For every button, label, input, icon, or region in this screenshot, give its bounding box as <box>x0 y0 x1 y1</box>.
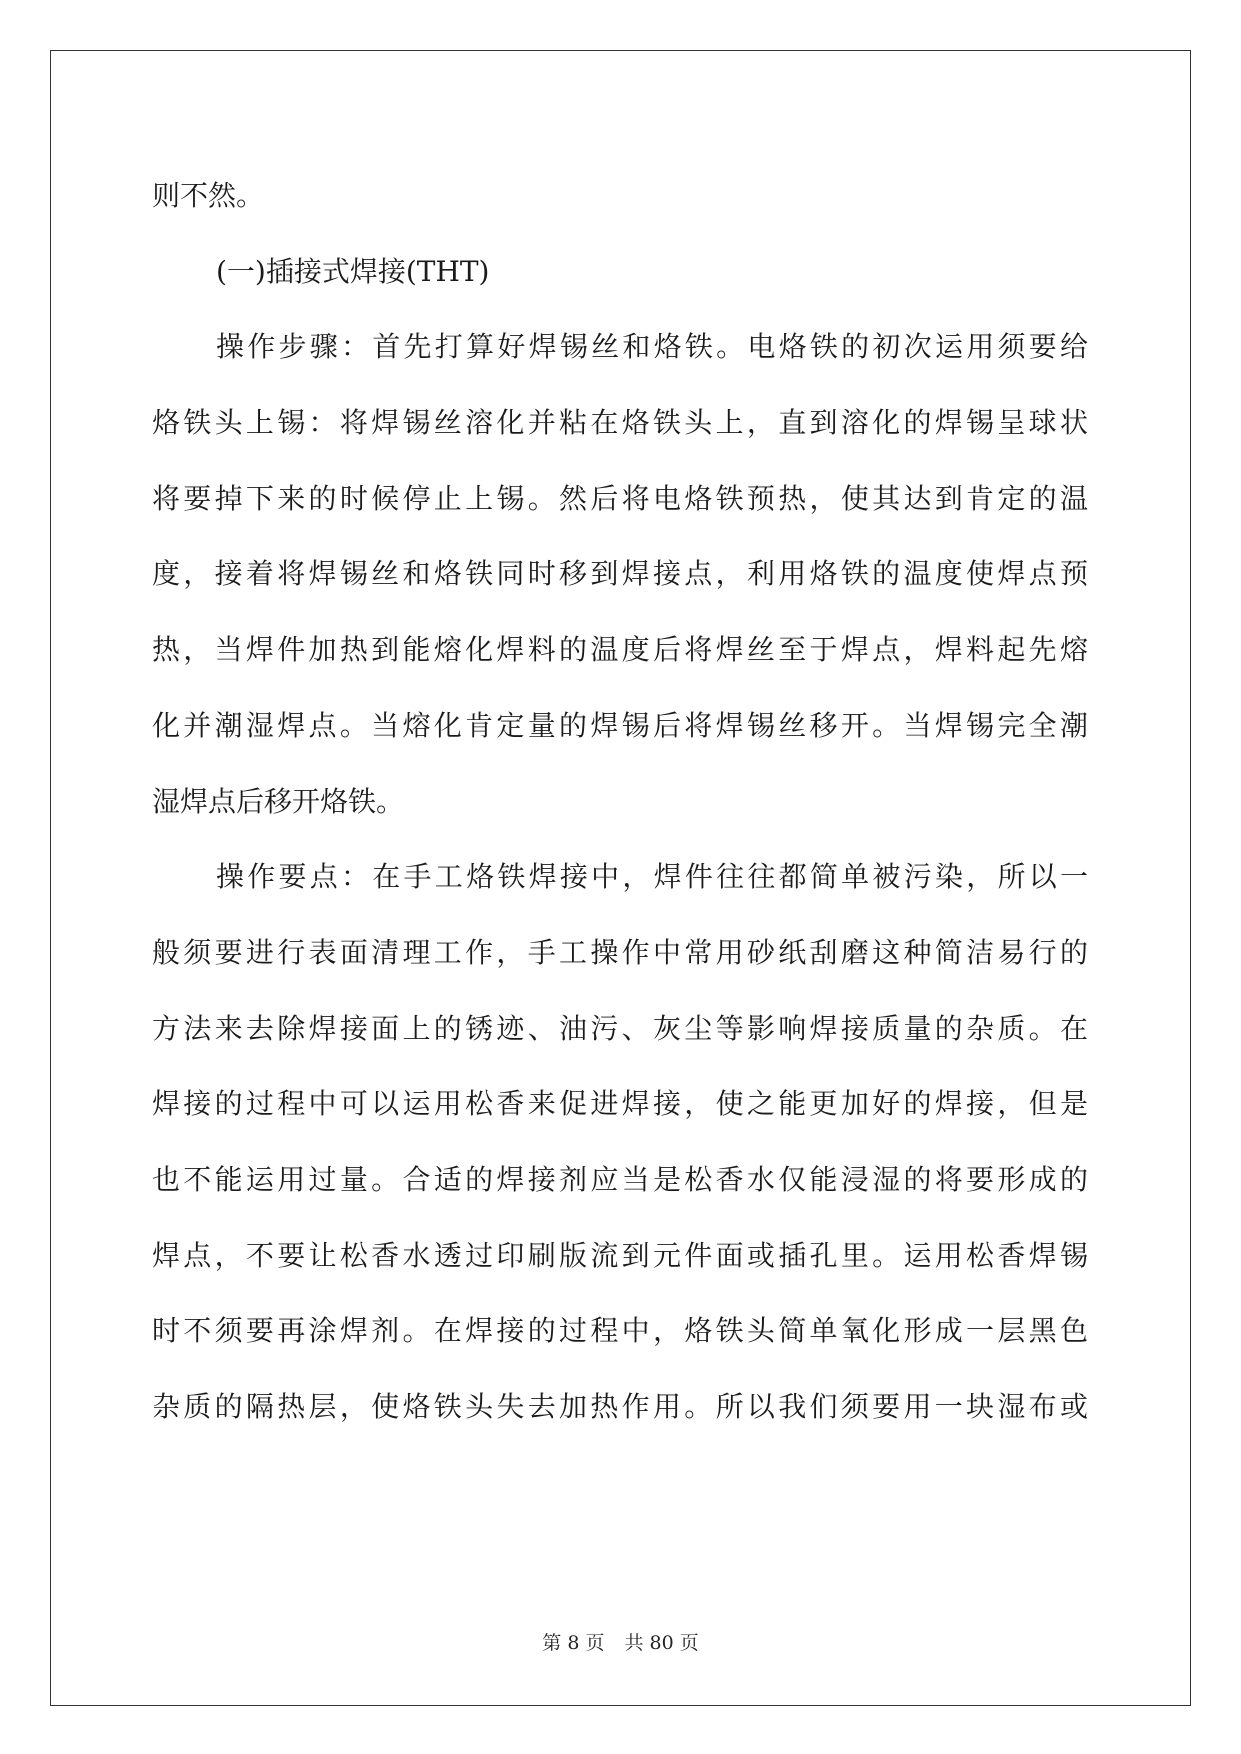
text-line: 焊接的过程中可以运用松香来促进焊接，使之能更加好的焊接，但是 <box>152 1087 1088 1121</box>
document-body <box>152 158 1088 1445</box>
text-line: 方法来去除焊接面上的锈迹、油污、灰尘等影响焊接质量的杂质。在 <box>152 1011 1088 1045</box>
page-total: 共 80 页 <box>624 1632 699 1654</box>
text-line: 则不然。 <box>152 179 265 212</box>
page-footer <box>0 1628 1241 1655</box>
text-line: 湿焊点后移开烙铁。 <box>152 784 405 818</box>
text-line: 热，当焊件加热到能熔化焊料的温度后将焊丝至于焊点，焊料起先熔 <box>152 633 1088 667</box>
text-line: 度，接着将焊锡丝和烙铁同时移到焊接点，利用烙铁的温度使焊点预 <box>152 557 1088 591</box>
text-line: 时不须要再涂焊剂。在焊接的过程中，烙铁头简单氧化形成一层黑色 <box>152 1314 1088 1348</box>
text-line: 操作步骤：首先打算好焊锡丝和烙铁。电烙铁的初次运用须要给 <box>216 330 1088 364</box>
text-line: 杂质的隔热层，使烙铁头失去加热作用。所以我们须要用一块湿布或 <box>152 1390 1088 1423</box>
text-line: 化并潮湿焊点。当熔化肯定量的焊锡后将焊锡丝移开。当焊锡完全潮 <box>152 708 1088 742</box>
text-line: 焊点，不要让松香水透过印刷版流到元件面或插孔里。运用松香焊锡 <box>152 1238 1088 1272</box>
text-line: 也不能运用过量。合适的焊接剂应当是松香水仅能浸湿的将要形成的 <box>152 1162 1088 1196</box>
text-line: 烙铁头上锡：将焊锡丝溶化并粘在烙铁头上，直到溶化的焊锡呈球状 <box>152 406 1088 440</box>
page-number: 第 8 页 <box>542 1632 605 1654</box>
section-heading: (一)插接式焊接(THT) <box>216 254 490 288</box>
text-line: 般须要进行表面清理工作，手工操作中常用砂纸刮磨这种简洁易行的 <box>152 935 1088 969</box>
text-line: 将要掉下来的时候停止上锡。然后将电烙铁预热，使其达到肯定的温 <box>152 481 1088 515</box>
text-line: 操作要点：在手工烙铁焊接中，焊件往往都简单被污染，所以一 <box>216 860 1088 894</box>
